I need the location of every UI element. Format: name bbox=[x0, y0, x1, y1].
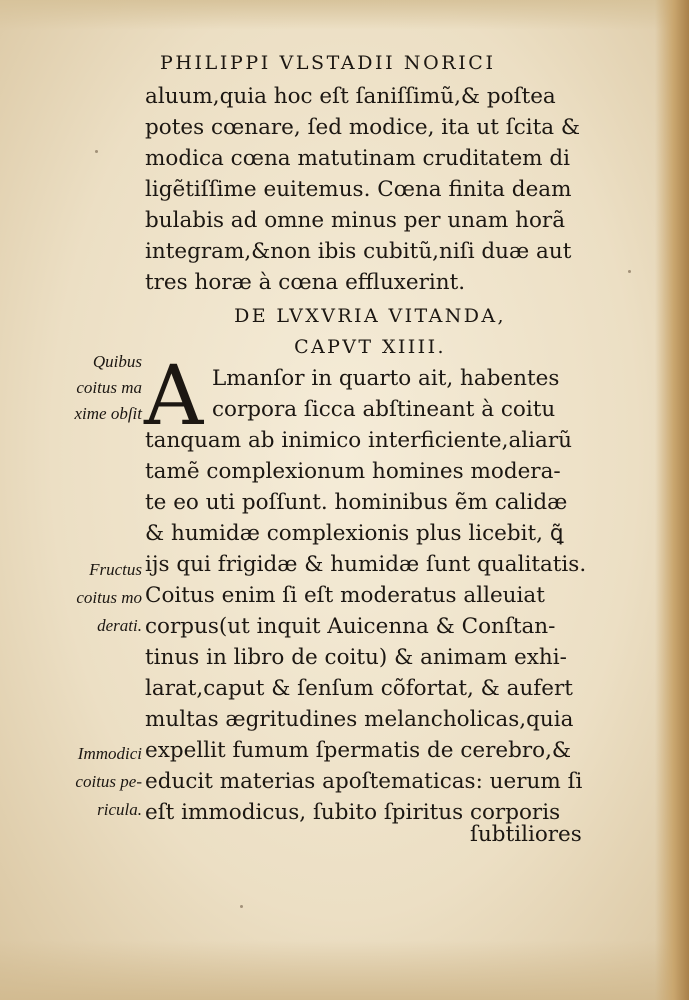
text-line: integram,&non ibis cubitũ,niſi duæ aut bbox=[145, 239, 572, 264]
text-line: tinus in libro de coitu) & animam exhi- bbox=[145, 645, 567, 670]
paper-speck bbox=[240, 905, 243, 908]
marginal-note-line: ricula. bbox=[97, 800, 142, 819]
page-edge-shadow bbox=[655, 0, 689, 1000]
marginal-note-line: Fructus bbox=[89, 560, 142, 579]
text-line: tanquam ab inimico interficiente,aliarũ bbox=[145, 428, 572, 453]
running-head: PHILIPPI VLSTADII NORICI bbox=[160, 52, 496, 74]
text-line: te eo uti poſſunt. hominibus ẽm calidæ bbox=[145, 490, 568, 515]
marginal-note-line: Quibus bbox=[92, 352, 142, 371]
text-line: multas ægritudines melancholicas,quia bbox=[145, 707, 574, 732]
marginal-note-line: Immodici bbox=[77, 744, 142, 763]
text-line: bulabis ad omne minus per unam horã bbox=[145, 208, 566, 233]
chapter-number: CAPVT XIIII. bbox=[294, 336, 446, 358]
text-line: & humidæ complexionis plus licebit, ꝗ̃ bbox=[145, 521, 564, 546]
drop-cap: A bbox=[144, 349, 204, 444]
marginal-note-line: coitus pe- bbox=[75, 772, 142, 791]
text-line: aluum,quia hoc eſt ſaniſſimũ,& poſtea bbox=[145, 84, 556, 109]
text-line: educit materias apoſtematicas: uerum ſi bbox=[145, 769, 583, 794]
text-line: tamẽ complexionum homines modera- bbox=[145, 459, 561, 484]
catchword: ſubtiliores bbox=[470, 822, 582, 847]
text-line: potes cœnare, ſed modice, ita ut ſcita & bbox=[145, 115, 581, 140]
marginal-note-line: xime obſit bbox=[74, 404, 142, 423]
text-line: expellit fumum ſpermatis de cerebro,& bbox=[145, 738, 572, 763]
paper-speck bbox=[628, 270, 631, 273]
page-top-shadow bbox=[0, 0, 689, 30]
text-line: corpus(ut inquit Auicenna & Conſtan- bbox=[145, 614, 556, 639]
text-line: Lmanſor in quarto ait, habentes bbox=[212, 366, 560, 391]
text-line: corpora ſicca abſtineant à coitu bbox=[212, 397, 556, 422]
text-line: eſt immodicus, ſubito ſpiritus corporis bbox=[145, 800, 561, 825]
text-line: larat,caput & ſenſum cõfortat, & aufert bbox=[145, 676, 573, 701]
text-line: ligẽtiſſime euitemus. Cœna finita deam bbox=[145, 177, 572, 202]
text-line: ijs qui frigidæ & humidæ ſunt qualitatis. bbox=[145, 552, 587, 577]
page-bottom-shadow bbox=[0, 940, 689, 1000]
marginal-note-line: coitus mo bbox=[76, 588, 142, 607]
marginal-note-line: coitus ma bbox=[76, 378, 142, 397]
text-line: Coitus enim ſi eſt moderatus alleuiat bbox=[145, 583, 545, 608]
text-line: modica cœna matutinam cruditatem di bbox=[145, 146, 571, 171]
marginal-note-line: derati. bbox=[97, 616, 142, 635]
chapter-title: DE LVXVRIA VITANDA, bbox=[234, 305, 506, 327]
paper-speck bbox=[95, 150, 98, 153]
text-line: tres horæ à cœna effluxerint. bbox=[145, 270, 466, 295]
